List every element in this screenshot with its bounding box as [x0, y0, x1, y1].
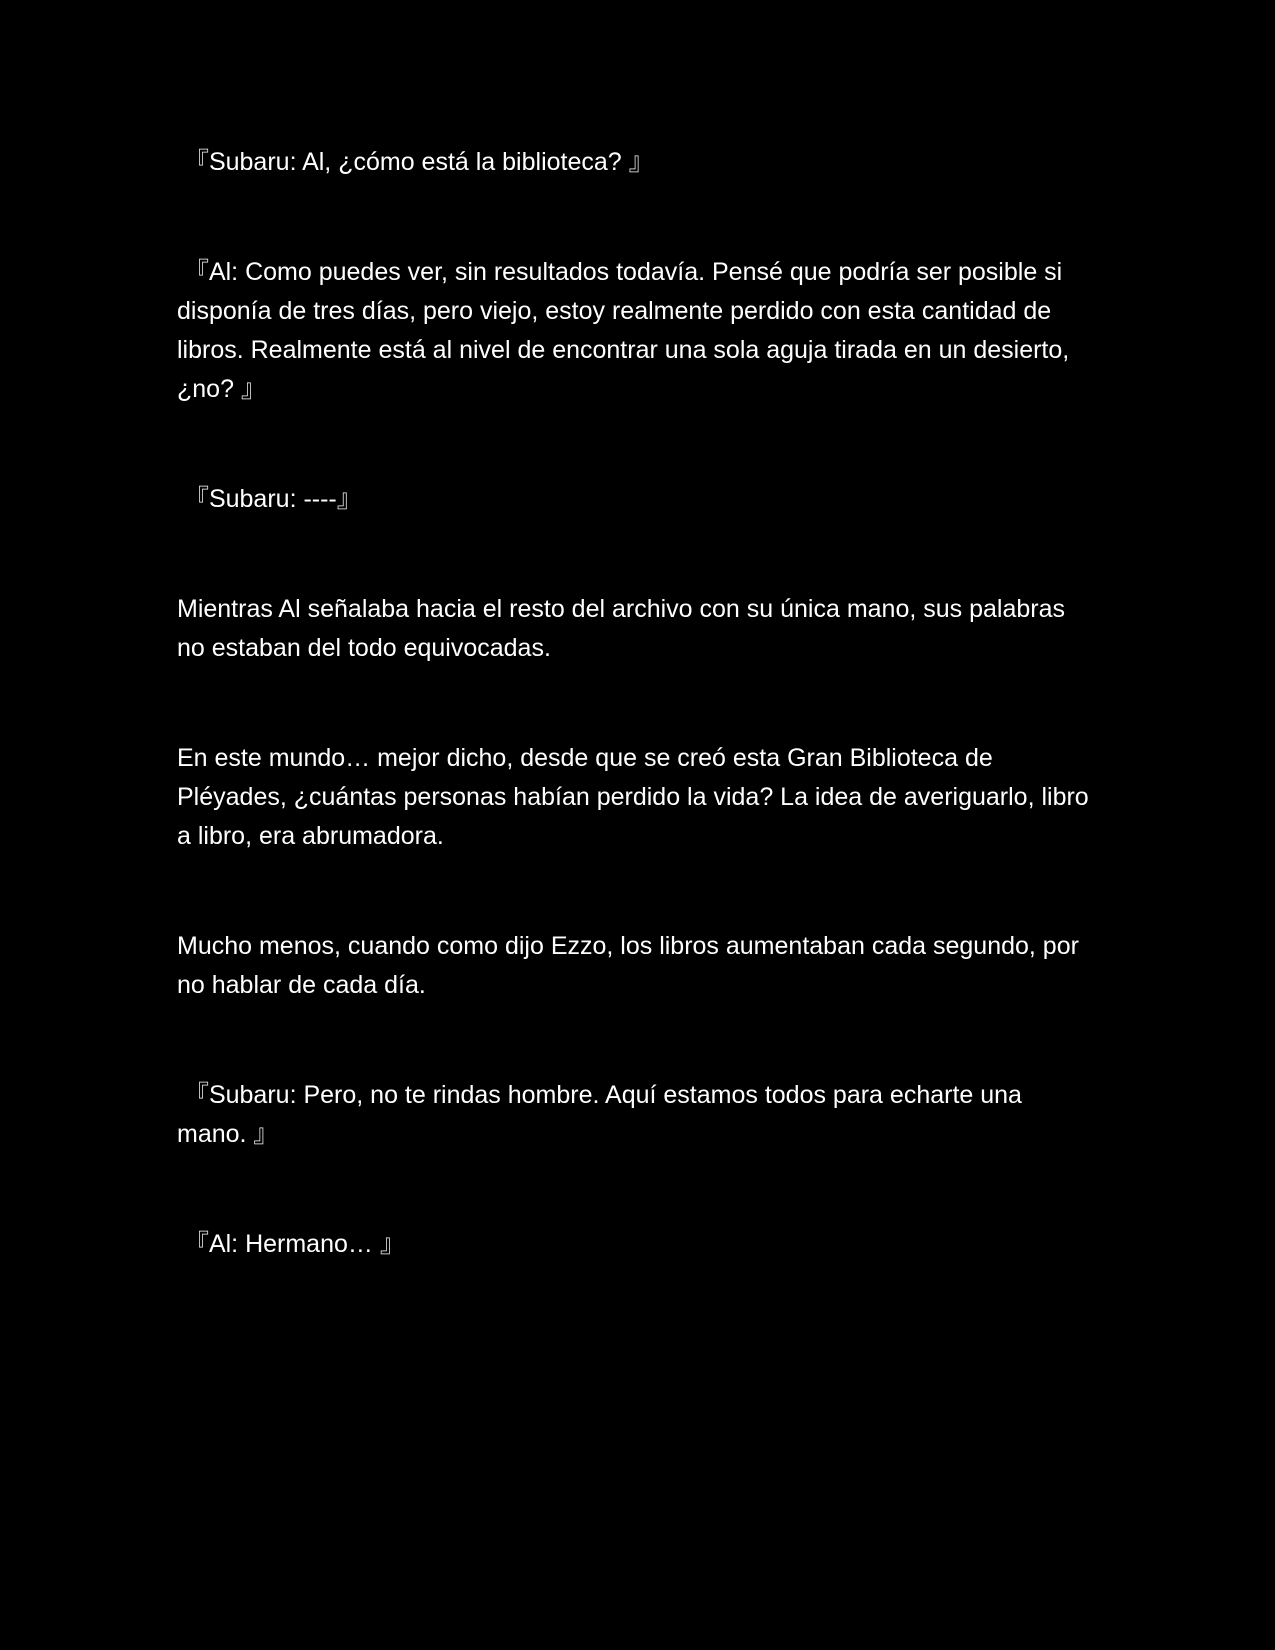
narration-paragraph: Mucho menos, cuando como dijo Ezzo, los libros aumentaban cada segundo, por no hablar de cada día. [177, 932, 1086, 999]
dialogue-al-answer: 『Al: Como puedes ver, sin resultados todavía. Pensé que podría ser posible si disponía de tres días, pero viejo, estoy realmente perdido con esta cantidad de libros. Realmente está al nivel de encontrar una sola aguja tirada en un desierto, ¿no? 』 [177, 258, 1077, 403]
text-column [177, 143, 1097, 1264]
narration-paragraph: Mientras Al señalaba hacia el resto del archivo con su única mano, sus palabras no estaban del todo equivocadas. [177, 595, 1072, 662]
dialogue-subaru-encouragement: 『Subaru: Pero, no te rindas hombre. Aquí estamos todos para echarte una mano. 』 [177, 1081, 1029, 1148]
dialogue-subaru-question: 『Subaru: Al, ¿cómo está la biblioteca? 』 [177, 148, 654, 176]
dialogue-al-reply: 『Al: Hermano… 』 [177, 1230, 405, 1258]
narration-paragraph: En este mundo… mejor dicho, desde que se creó esta Gran Biblioteca de Pléyades, ¿cuántas personas habían perdido la vida? La idea de averiguarlo, libro a libro, era abrumadora. [177, 744, 1096, 850]
dialogue-subaru-silence: 『Subaru: ----』 [177, 485, 362, 513]
